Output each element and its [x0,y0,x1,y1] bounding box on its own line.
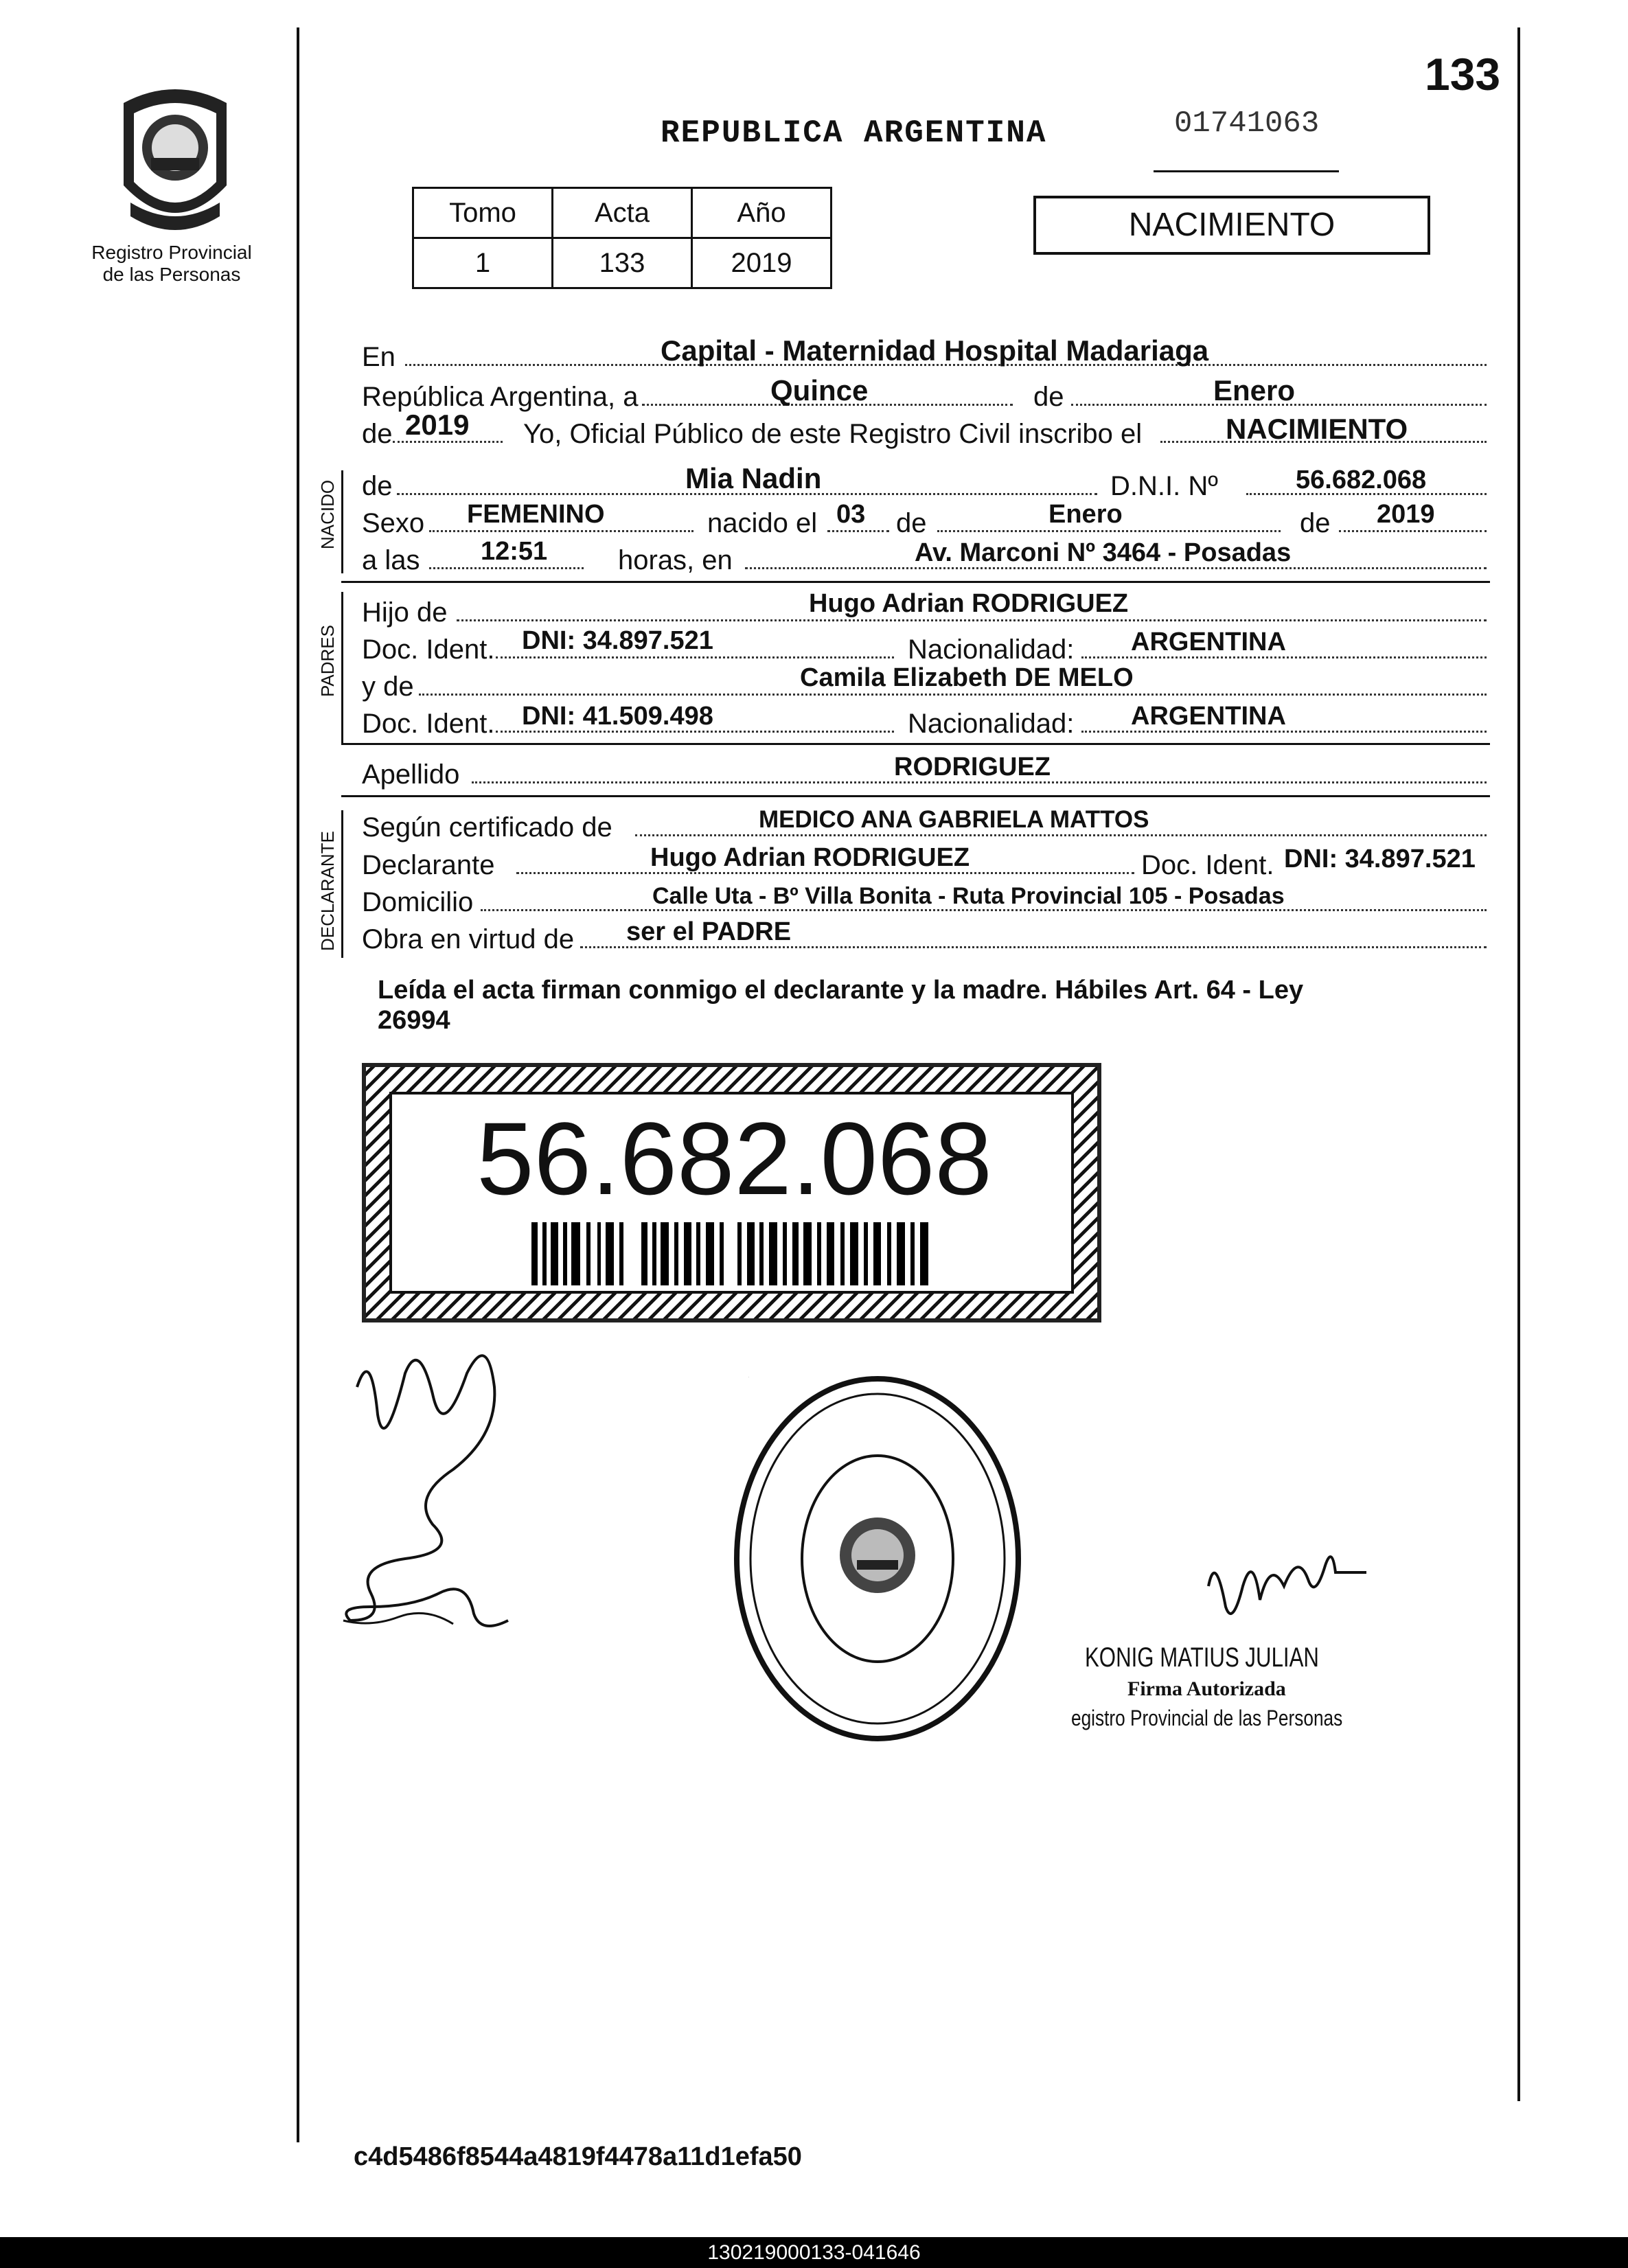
label-domicilio: Domicilio [362,887,474,917]
label-republica: República Argentina, a [362,382,639,412]
section-label-declarante: DECLARANTE [317,831,338,951]
dots-certificate [635,834,1487,836]
value-hour: 12:51 [481,537,548,566]
dots-address [745,567,1487,569]
signatory-name: KONIG MATIUS JULIAN [1085,1642,1319,1673]
value-mother-name: Camila Elizabeth DE MELO [800,663,1134,692]
value-birth-day: 03 [836,500,866,529]
dots-declarant [516,872,1134,874]
value-declarant: Hugo Adrian RODRIGUEZ [650,843,970,872]
dots-birth-day [827,530,889,532]
table-header-tomo: Tomo [413,188,553,238]
label-de-name: de [362,471,393,501]
official-seal [730,1373,1025,1744]
value-father-doc: DNI: 34.897.521 [522,626,713,655]
label-doc-ident-mother: Doc. Ident. [362,709,495,739]
value-birth-year: 2019 [1377,500,1435,529]
label-de-month: de [1033,382,1064,412]
nacido-bracket [341,470,343,573]
dots-birth-month [937,530,1281,532]
label-nationality-father: Nacionalidad: [908,634,1075,665]
value-domicile: Calle Uta - Bº Villa Bonita - Ruta Provincial 105 - Posadas [652,883,1285,909]
dots-father-doc [496,656,894,658]
dni-box [362,1063,1101,1322]
dni-box-inner [389,1092,1074,1294]
left-margin-line [297,27,299,2142]
dots-father-nat [1081,656,1487,658]
dots-mother-nat [1081,731,1487,733]
label-dni: D.N.I. Nº [1110,471,1218,501]
section-divider-1 [341,581,1490,583]
label-declarante: Declarante [362,850,495,880]
document-title: REPUBLICA ARGENTINA [661,115,1047,151]
section-label-padres: PADRES [317,625,338,697]
value-declarant-doc: DNI: 34.897.521 [1284,845,1476,873]
label-hijo-de: Hijo de [362,597,448,628]
value-virtue: ser el PADRE [626,917,792,946]
serial-number: 01741063 [1174,106,1320,141]
table-cell-acta: 133 [553,238,692,288]
label-doc-ident-declarant: Doc. Ident. [1141,850,1274,880]
label-obra: Obra en virtud de [362,924,575,954]
value-mother-nationality: ARGENTINA [1131,702,1286,731]
footer-bar [0,2237,1628,2268]
label-de-birth-year: de [1300,508,1331,538]
label-segun: Según certificado de [362,812,612,843]
value-address: Av. Marconi Nº 3464 - Posadas [915,538,1292,567]
dots-mother-doc [496,731,894,733]
value-sex: FEMENINO [467,500,605,529]
value-place: Capital - Maternidad Hospital Madariaga [661,334,1209,367]
table-header-anio: Año [692,188,832,238]
value-month: Enero [1213,374,1296,406]
section-label-nacido: NACIDO [317,479,338,549]
act-type-box [1033,196,1430,255]
value-surname: RODRIGUEZ [894,753,1051,781]
value-mother-doc: DNI: 41.509.498 [522,702,713,731]
label-a-las: a las [362,545,420,575]
dots-father [457,619,1487,621]
label-yo-oficial: Yo, Oficial Público de este Registro Civil inscribo el [523,419,1143,449]
serial-underline [1154,170,1339,172]
document-hash: c4d5486f8544a4819f4478a11d1efa50 [354,2142,802,2171]
right-margin-line [1517,27,1520,2101]
label-de-birth-month: de [896,508,927,538]
table-header-acta: Acta [553,188,692,238]
footer-code: 130219000133-041646 [707,2241,921,2264]
dots-sex [429,530,693,532]
value-certificate: MEDICO ANA GABRIELA MATTOS [759,806,1149,833]
padres-bracket [341,592,343,743]
volume-table [412,187,832,289]
value-day-text: Quince [770,374,869,406]
signatory-office: egistro Provincial de las Personas [1071,1706,1343,1730]
dni-barcode [531,1222,937,1285]
label-doc-ident-father: Doc. Ident. [362,634,495,665]
dots-year [393,441,503,443]
value-father-nationality: ARGENTINA [1131,628,1286,656]
dots-domicile [481,909,1487,911]
value-name: Mia Nadin [685,462,822,494]
declarant-signature [330,1332,536,1648]
label-en: En [362,342,395,372]
act-type-label: NACIMIENTO [1128,207,1335,243]
dni-box-number: 56.682.068 [477,1101,992,1216]
table-cell-tomo: 1 [413,238,553,288]
logo-caption: Registro Provincial de las Personas [91,242,252,285]
label-sexo: Sexo [362,508,425,538]
dots-birth-year [1339,530,1487,532]
signatory-role: Firma Autorizada [1127,1677,1286,1700]
closing-text: Leída el acta firman conmigo el declarante y la madre. Hábiles Art. 64 - Ley 26994 [378,976,1304,1035]
value-dni: 56.682.068 [1296,466,1427,494]
label-nationality-mother: Nacionalidad: [908,709,1075,739]
label-de-year: de [362,419,393,449]
label-nacido-el: nacido el [707,508,818,538]
dots-hour [429,567,584,569]
label-horas-en: horas, en [618,545,733,575]
page-number: 133 [1425,49,1501,100]
official-signature-scribble [1195,1545,1373,1634]
dots-surname [472,781,1487,783]
label-apellido: Apellido [362,759,460,790]
section-divider-3 [341,795,1490,797]
declarante-bracket [341,810,343,958]
value-act: NACIMIENTO [1226,413,1408,445]
province-logo [110,82,240,240]
value-birth-month: Enero [1048,500,1123,529]
value-year: 2019 [405,409,470,441]
dots-mother [419,694,1487,696]
table-cell-anio: 2019 [692,238,832,288]
dots-virtue [580,946,1487,948]
label-y-de: y de [362,672,414,702]
section-divider-2 [341,743,1490,745]
value-father-name: Hugo Adrian RODRIGUEZ [809,589,1129,618]
